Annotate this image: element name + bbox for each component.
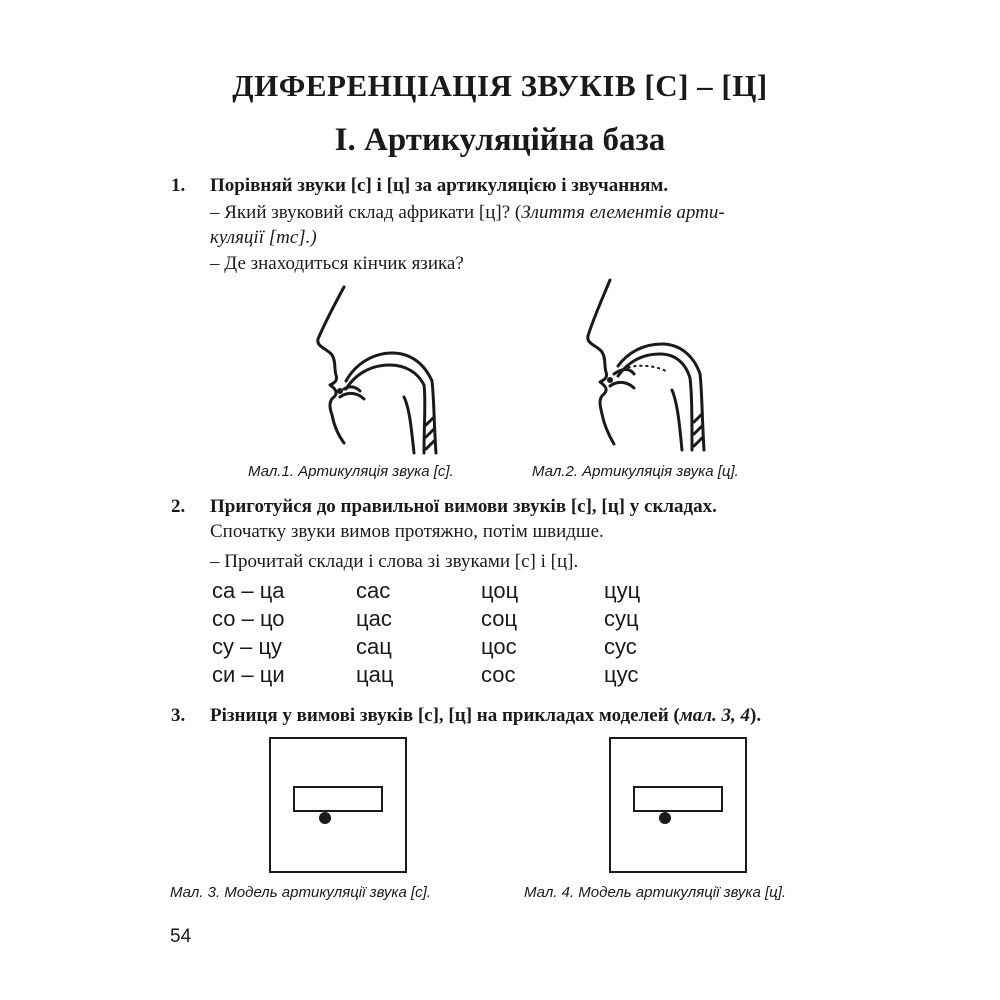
syllable-cell: цос: [481, 634, 517, 659]
figure-4-caption: Мал. 4. Модель артикуляції звука [ц].: [524, 884, 787, 901]
figure-1-articulation-s: [310, 285, 450, 455]
syllable-cell: цас: [356, 606, 392, 631]
syllable-cell: су – цу: [212, 634, 283, 659]
figure-3-caption: Мал. 3. Модель артикуляції звука [с].: [170, 884, 432, 901]
task-2-line-2: – Прочитай склади і слова зі звуками [с] і [ц].: [210, 551, 579, 572]
task-3-number: 3.: [171, 705, 186, 726]
figure-3-model-s: [269, 737, 407, 873]
task-2-heading: Приготуйся до правильної вимови звуків [с], [ц] у складах.: [210, 496, 717, 517]
figure-1-caption: Мал.1. Артикуляція звука [с].: [248, 463, 454, 480]
syllable-cell: соц: [481, 606, 518, 631]
task-2-number: 2.: [171, 496, 186, 517]
section-title: І. Артикуляційна база: [334, 122, 666, 158]
task-1-question-1: [210, 202, 725, 224]
task-1-heading: Порівняй звуки [с] і [ц] за артикуляцією і звучанням.: [210, 175, 669, 196]
task-3-heading: [210, 705, 761, 727]
task-3-heading-text: Різниця у вимові звуків [с], [ц] на прикладах моделей (: [210, 705, 680, 726]
syllable-cell: суц: [604, 606, 639, 631]
task-1-number: 1.: [171, 175, 186, 196]
syllable-cell: сац: [356, 634, 392, 659]
task-1-question-1-text: – Який звуковий склад африкати [ц]? (: [210, 202, 522, 223]
figure-2-articulation-ts: [578, 278, 718, 453]
syllable-cell: цац: [356, 662, 394, 687]
task-1-question-1-answer: Злиття елементів арти-: [521, 202, 725, 223]
syllable-cell: са – ца: [212, 578, 285, 603]
syllable-cell: си – ци: [212, 662, 285, 687]
figure-4-model-ts: [609, 737, 747, 873]
task-1-question-1-cont: куляції [тс].): [210, 227, 317, 248]
syllable-cell: сос: [481, 662, 516, 687]
syllable-cell: сас: [356, 578, 391, 603]
syllable-cell: со – цо: [212, 606, 285, 631]
syllable-cell: цус: [604, 662, 639, 687]
page-title: ДИФЕРЕНЦІАЦІЯ ЗВУКІВ [С] – [Ц]: [232, 68, 768, 103]
syllable-cell: цуц: [604, 578, 641, 603]
task-2-line-1: Спочатку звуки вимов протяжно, потім швидше.: [210, 521, 604, 542]
page-number: 54: [170, 926, 192, 947]
task-3-heading-end: ).: [750, 705, 762, 726]
task-1-question-2: – Де знаходиться кінчик язика?: [210, 253, 464, 274]
task-3-heading-ref: мал. 3, 4: [679, 705, 750, 726]
syllable-cell: сус: [604, 634, 637, 659]
figure-2-caption: Мал.2. Артикуляція звука [ц].: [532, 463, 739, 480]
syllable-cell: цоц: [481, 578, 519, 603]
